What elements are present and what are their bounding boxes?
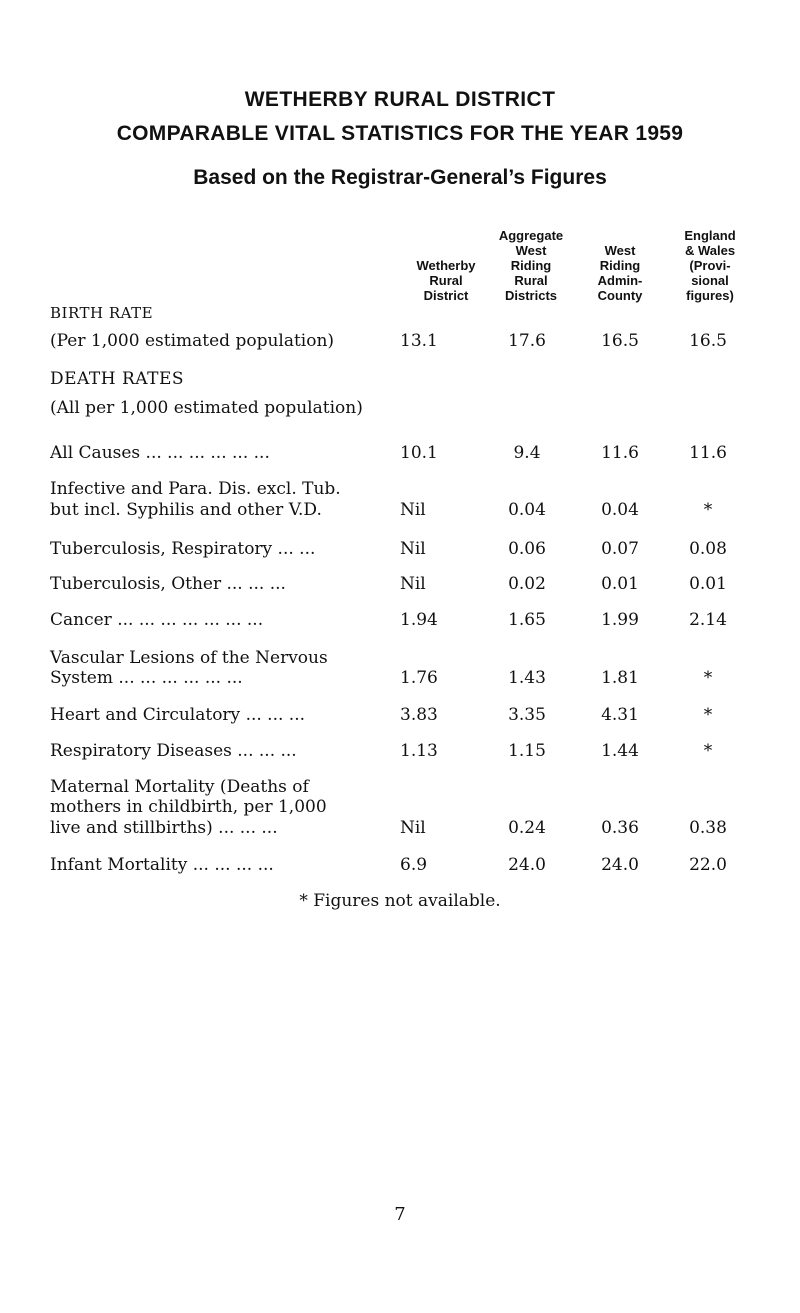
cell-value: 10.1 bbox=[400, 443, 438, 463]
cell-value: 4.31 bbox=[601, 705, 639, 725]
row-label: Heart and Circulatory ... ... ... bbox=[50, 705, 306, 725]
cell-value: Nil bbox=[400, 818, 426, 838]
row-label: (Per 1,000 estimated population) bbox=[50, 331, 335, 351]
cell-value: 0.01 bbox=[601, 574, 639, 594]
cell-value: 6.9 bbox=[400, 855, 428, 875]
birth-rate-heading: BIRTH RATE bbox=[50, 304, 154, 322]
cell-value: 22.0 bbox=[689, 855, 727, 875]
cell-value: 17.6 bbox=[508, 331, 546, 351]
cell-value: 1.44 bbox=[601, 741, 639, 761]
row-label: Infant Mortality ... ... ... ... bbox=[50, 855, 274, 875]
row-label: Vascular Lesions of the Nervous bbox=[50, 648, 328, 668]
cell-value: Nil bbox=[400, 500, 426, 520]
cell-value: Nil bbox=[400, 574, 426, 594]
cell-value: 1.13 bbox=[400, 741, 438, 761]
cell-value: 0.07 bbox=[601, 539, 639, 559]
cell-value: 2.14 bbox=[689, 610, 727, 630]
cell-value: * bbox=[703, 668, 713, 688]
cell-value: 1.81 bbox=[601, 668, 639, 688]
cell-value: 3.35 bbox=[508, 705, 546, 725]
cell-value: 0.06 bbox=[508, 539, 546, 559]
cell-value: 11.6 bbox=[689, 443, 727, 463]
source-note: Based on the Registrar-General’s Figures bbox=[193, 166, 607, 189]
row-label: Respiratory Diseases ... ... ... bbox=[50, 741, 297, 761]
column-header-west-riding: West Riding Admin- County bbox=[597, 243, 643, 303]
row-label: live and stillbirths) ... ... ... bbox=[50, 818, 278, 838]
cell-value: * bbox=[703, 705, 713, 725]
cell-value: 24.0 bbox=[601, 855, 639, 875]
row-label: System ... ... ... ... ... ... bbox=[50, 668, 243, 688]
cell-value: 0.04 bbox=[508, 500, 546, 520]
cell-value: 1.43 bbox=[508, 668, 546, 688]
cell-value: Nil bbox=[400, 539, 426, 559]
death-rates-subheading: (All per 1,000 estimated population) bbox=[50, 398, 363, 418]
row-label: All Causes ... ... ... ... ... ... bbox=[50, 443, 270, 463]
cell-value: 1.15 bbox=[508, 741, 546, 761]
cell-value: 1.99 bbox=[601, 610, 639, 630]
row-label: but incl. Syphilis and other V.D. bbox=[50, 500, 322, 520]
document-subtitle: COMPARABLE VITAL STATISTICS FOR THE YEAR 1959 bbox=[116, 122, 684, 145]
document-title: WETHERBY RURAL DISTRICT bbox=[244, 88, 556, 111]
row-label: Tuberculosis, Respiratory ... ... bbox=[50, 539, 316, 559]
column-header-wetherby: Wetherby Rural District bbox=[416, 258, 476, 303]
row-label: Tuberculosis, Other ... ... ... bbox=[50, 574, 286, 594]
cell-value: 0.01 bbox=[689, 574, 727, 594]
cell-value: 3.83 bbox=[400, 705, 438, 725]
row-label: Cancer ... ... ... ... ... ... ... bbox=[50, 610, 264, 630]
cell-value: 1.94 bbox=[400, 610, 438, 630]
cell-value: 1.65 bbox=[508, 610, 546, 630]
cell-value: 16.5 bbox=[601, 331, 639, 351]
death-rates-heading: DEATH RATES bbox=[50, 369, 184, 389]
row-label: Infective and Para. Dis. excl. Tub. bbox=[50, 479, 341, 499]
cell-value: 24.0 bbox=[508, 855, 546, 875]
page-number: 7 bbox=[394, 1204, 406, 1225]
cell-value: 9.4 bbox=[513, 443, 541, 463]
cell-value: 0.04 bbox=[601, 500, 639, 520]
cell-value: 0.08 bbox=[689, 539, 727, 559]
cell-value: 0.38 bbox=[689, 818, 727, 838]
cell-value: * bbox=[703, 500, 713, 520]
cell-value: * bbox=[703, 741, 713, 761]
column-header-aggregate-west-riding: Aggregate West Riding Rural Districts bbox=[498, 228, 564, 303]
column-header-england-wales: England & Wales (Provi- sional figures) bbox=[684, 228, 736, 303]
cell-value: 0.36 bbox=[601, 818, 639, 838]
cell-value: 1.76 bbox=[400, 668, 438, 688]
footnote: * Figures not available. bbox=[299, 891, 501, 911]
cell-value: 13.1 bbox=[400, 331, 438, 351]
cell-value: 16.5 bbox=[689, 331, 727, 351]
cell-value: 0.24 bbox=[508, 818, 546, 838]
cell-value: 0.02 bbox=[508, 574, 546, 594]
row-label: mothers in childbirth, per 1,000 bbox=[50, 797, 327, 817]
cell-value: 11.6 bbox=[601, 443, 639, 463]
row-label: Maternal Mortality (Deaths of bbox=[50, 777, 309, 797]
